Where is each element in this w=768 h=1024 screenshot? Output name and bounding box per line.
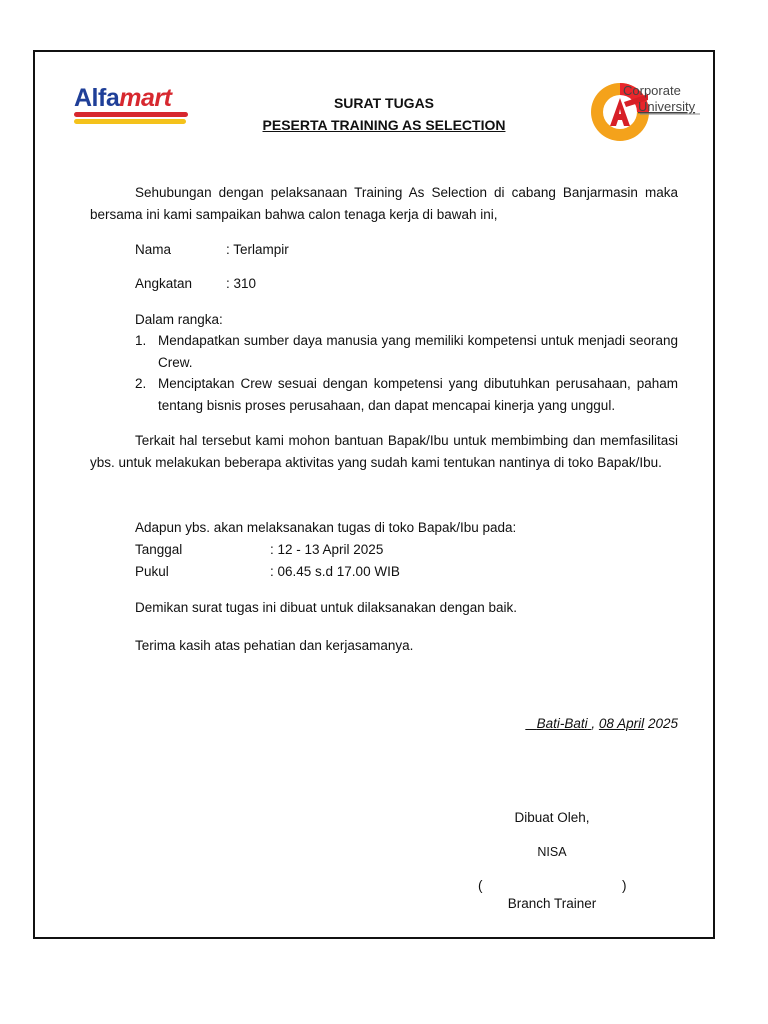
corporate-university-logo	[588, 80, 704, 144]
signer-position: Branch Trainer	[507, 896, 597, 911]
schedule-intro: Adapun ybs. akan melaksanakan tugas di toko Bapak/Ibu pada:	[135, 520, 517, 535]
signer-name: NISA	[537, 845, 567, 859]
signature-year: 2025	[647, 716, 678, 731]
thanks-statement: Terima kasih atas pehatian dan kerjasamanya.	[135, 638, 414, 653]
closing-statement: Demikan surat tugas ini dibuat untuk dilaksanakan dengan baik.	[135, 600, 517, 615]
request-paragraph: Terkait hal tersebut kami mohon bantuan Bapak/Ibu untuk membimbing dan memfasilitasi ybs. untuk melakukan beberapa aktivitas yang sudah kami tentukan nantinya di toko Bapak/Ibu.	[90, 433, 678, 470]
schedule-label-pukul: Pukul	[135, 564, 169, 579]
field-value-nama: : Terlampir	[226, 242, 289, 257]
field-label-angkatan: Angkatan	[135, 276, 193, 291]
schedule-value-pukul: : 06.45 s.d 17.00 WIB	[270, 564, 400, 579]
purpose-number: 1.	[135, 333, 147, 348]
field-label-nama: Nama	[135, 242, 172, 257]
schedule-label-tanggal: Tanggal	[135, 542, 183, 557]
document-subtitle: PESERTA TRAINING AS SELECTION	[262, 117, 506, 133]
intro-paragraph: Sehubungan dengan pelaksanaan Training As Selection di cabang Banjarmasin maka bersama ini kami sampaikan bahwa calon tenaga kerja di bawah ini,	[90, 185, 678, 222]
logo-text-mart: mart	[119, 84, 172, 112]
made-by-label: Dibuat Oleh,	[514, 810, 590, 825]
signature-date: 08 April	[598, 716, 645, 731]
document-title: SURAT TUGAS	[333, 95, 435, 111]
purpose-heading: Dalam rangka:	[135, 312, 223, 327]
place-date-line: Bati-Bati , 08 April 2025	[536, 716, 678, 731]
logo-text-corporate: Corporate	[623, 83, 681, 98]
paren-close: )	[622, 878, 627, 893]
purpose-item: Mendapatkan sumber daya manusia yang memiliki kompetensi untuk menjadi seorang Crew.	[158, 333, 678, 370]
field-value-angkatan: : 310	[226, 276, 257, 291]
paren-open: (	[478, 878, 483, 893]
logo-text-university: University	[638, 99, 696, 114]
logo-text-alfa: Alfa	[74, 84, 120, 112]
purpose-number: 2.	[135, 376, 147, 391]
purpose-item: Menciptakan Crew sesuai dengan kompetensi yang dibutuhkan perusahaan, paham tentang bisnis proses perusahaan, dan dapat mencapai kinerja yang unggul.	[158, 376, 678, 413]
signature-place: Bati-Bati	[536, 716, 588, 731]
schedule-value-tanggal: : 12 - 13 April 2025	[270, 542, 384, 557]
